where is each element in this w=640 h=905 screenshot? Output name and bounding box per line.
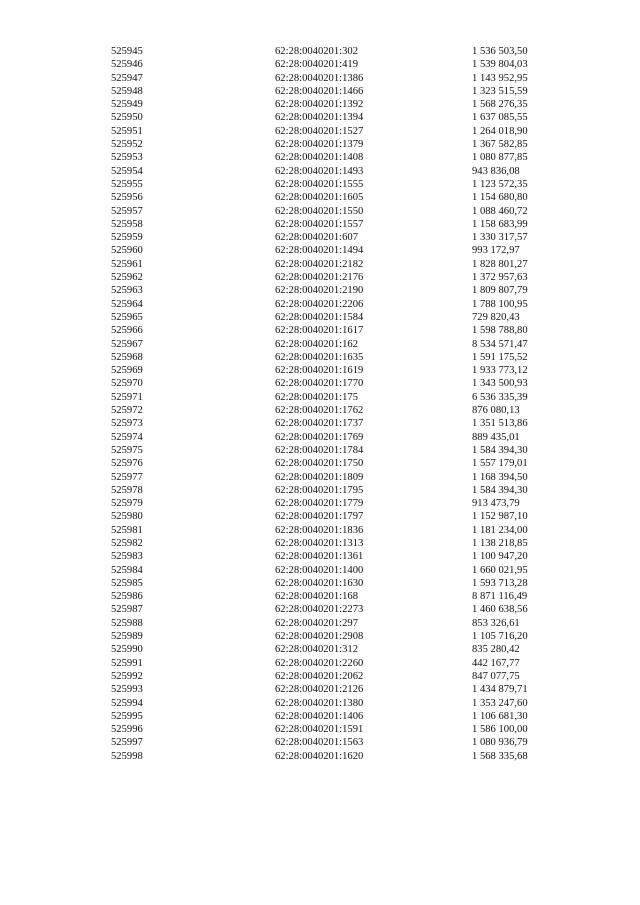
cadastral-value: 1 460 638,56 (472, 604, 528, 616)
table-row (0, 138, 640, 151)
table-row (0, 497, 640, 510)
cadastral-number: 62:28:0040201:2273 (275, 604, 364, 616)
record-number: 525974 (111, 431, 143, 443)
table-row (0, 284, 640, 297)
record-number: 525958 (111, 218, 143, 230)
record-number: 525982 (111, 537, 143, 549)
record-list (0, 45, 640, 763)
record-number: 525966 (111, 325, 143, 337)
record-number: 525962 (111, 272, 143, 284)
cadastral-value: 1 106 681,30 (472, 710, 528, 722)
cadastral-number: 62:28:0040201:1797 (275, 511, 364, 523)
table-row (0, 417, 640, 430)
record-number: 525967 (111, 338, 143, 350)
table-row (0, 324, 640, 337)
record-number: 525995 (111, 710, 143, 722)
record-number: 525969 (111, 365, 143, 377)
record-number: 525992 (111, 670, 143, 682)
cadastral-value: 1 637 085,55 (472, 112, 528, 124)
cadastral-value: 943 836,08 (472, 165, 520, 177)
cadastral-number: 62:28:0040201:1809 (275, 471, 364, 483)
cadastral-number: 62:28:0040201:1466 (275, 85, 364, 97)
table-row (0, 603, 640, 616)
cadastral-number: 62:28:0040201:1769 (275, 431, 364, 443)
cadastral-value: 6 536 335,39 (472, 391, 528, 403)
record-number: 525983 (111, 551, 143, 563)
record-number: 525948 (111, 85, 143, 97)
cadastral-value: 8 534 571,47 (472, 338, 528, 350)
table-row (0, 617, 640, 630)
cadastral-number: 62:28:0040201:419 (275, 59, 358, 71)
record-number: 525997 (111, 737, 143, 749)
table-row (0, 510, 640, 523)
cadastral-number: 62:28:0040201:1493 (275, 165, 364, 177)
cadastral-value: 8 871 116,49 (472, 591, 528, 603)
cadastral-value: 1 351 513,86 (472, 418, 528, 430)
record-number: 525951 (111, 125, 143, 137)
record-number: 525953 (111, 152, 143, 164)
record-number: 525954 (111, 165, 143, 177)
record-number: 525979 (111, 498, 143, 510)
table-row (0, 524, 640, 537)
cadastral-number: 62:28:0040201:1527 (275, 125, 364, 137)
table-row (0, 643, 640, 656)
cadastral-value: 1 353 247,60 (472, 697, 528, 709)
cadastral-number: 62:28:0040201:1630 (275, 577, 364, 589)
table-row (0, 258, 640, 271)
cadastral-number: 62:28:0040201:1361 (275, 551, 364, 563)
cadastral-value: 1 181 234,00 (472, 524, 528, 536)
cadastral-value: 1 080 936,79 (472, 737, 528, 749)
cadastral-value: 1 593 713,28 (472, 577, 528, 589)
record-number: 525956 (111, 192, 143, 204)
record-number: 525957 (111, 205, 143, 217)
cadastral-number: 62:28:0040201:1379 (275, 139, 364, 151)
cadastral-number: 62:28:0040201:1617 (275, 325, 364, 337)
cadastral-value: 1 088 460,72 (472, 205, 528, 217)
cadastral-value: 1 330 317,57 (472, 232, 528, 244)
cadastral-number: 62:28:0040201:1563 (275, 737, 364, 749)
cadastral-number: 62:28:0040201:2126 (275, 684, 364, 696)
cadastral-number: 62:28:0040201:1557 (275, 218, 364, 230)
cadastral-value: 1 158 683,99 (472, 218, 528, 230)
record-number: 525978 (111, 484, 143, 496)
table-row (0, 178, 640, 191)
cadastral-number: 62:28:0040201:1550 (275, 205, 364, 217)
cadastral-number: 62:28:0040201:1408 (275, 152, 364, 164)
cadastral-number: 62:28:0040201:2908 (275, 631, 364, 643)
record-number: 525977 (111, 471, 143, 483)
record-number: 525981 (111, 524, 143, 536)
table-row (0, 244, 640, 257)
record-number: 525984 (111, 564, 143, 576)
record-number: 525980 (111, 511, 143, 523)
record-number: 525985 (111, 577, 143, 589)
cadastral-number: 62:28:0040201:1591 (275, 724, 364, 736)
table-row (0, 683, 640, 696)
table-row (0, 431, 640, 444)
record-number: 525960 (111, 245, 143, 257)
cadastral-number: 62:28:0040201:302 (275, 46, 358, 57)
table-row (0, 670, 640, 683)
cadastral-value: 1 591 175,52 (472, 351, 528, 363)
table-row (0, 550, 640, 563)
table-row (0, 45, 640, 58)
record-number: 525988 (111, 617, 143, 629)
cadastral-number: 62:28:0040201:312 (275, 644, 358, 656)
cadastral-number: 62:28:0040201:1494 (275, 245, 364, 257)
cadastral-number: 62:28:0040201:1392 (275, 99, 364, 111)
table-row (0, 577, 640, 590)
cadastral-number: 62:28:0040201:1635 (275, 351, 364, 363)
record-number: 525986 (111, 591, 143, 603)
cadastral-value: 1 568 276,35 (472, 99, 528, 111)
record-number: 525947 (111, 72, 143, 84)
cadastral-number: 62:28:0040201:1584 (275, 311, 364, 323)
record-number: 525952 (111, 139, 143, 151)
table-row (0, 351, 640, 364)
cadastral-value: 1 105 716,20 (472, 631, 528, 643)
cadastral-number: 62:28:0040201:2206 (275, 298, 364, 310)
record-number: 525994 (111, 697, 143, 709)
table-row (0, 377, 640, 390)
table-row (0, 85, 640, 98)
cadastral-number: 62:28:0040201:1779 (275, 498, 364, 510)
cadastral-number: 62:28:0040201:1400 (275, 564, 364, 576)
record-number: 525950 (111, 112, 143, 124)
table-row (0, 564, 640, 577)
cadastral-value: 1 933 773,12 (472, 365, 528, 377)
cadastral-value: 1 100 947,20 (472, 551, 528, 563)
cadastral-value: 1 323 515,59 (472, 85, 528, 97)
cadastral-value: 442 167,77 (472, 657, 520, 669)
table-row (0, 723, 640, 736)
cadastral-value: 1 154 680,80 (472, 192, 528, 204)
table-row (0, 311, 640, 324)
table-row (0, 750, 640, 763)
cadastral-number: 62:28:0040201:607 (275, 232, 358, 244)
cadastral-number: 62:28:0040201:297 (275, 617, 358, 629)
cadastral-number: 62:28:0040201:1313 (275, 537, 364, 549)
table-row (0, 391, 640, 404)
cadastral-number: 62:28:0040201:1394 (275, 112, 364, 124)
record-number: 525987 (111, 604, 143, 616)
cadastral-number: 62:28:0040201:1836 (275, 524, 364, 536)
table-row (0, 218, 640, 231)
cadastral-value: 1 536 503,50 (472, 46, 528, 57)
table-row (0, 590, 640, 603)
cadastral-value: 1 138 218,85 (472, 537, 528, 549)
table-row (0, 630, 640, 643)
record-number: 525998 (111, 750, 143, 762)
table-row (0, 710, 640, 723)
cadastral-value: 847 077,75 (472, 670, 520, 682)
cadastral-value: 1 123 572,35 (472, 178, 528, 190)
cadastral-value: 1 168 394,50 (472, 471, 528, 483)
record-number: 525959 (111, 232, 143, 244)
record-number: 525996 (111, 724, 143, 736)
cadastral-number: 62:28:0040201:1605 (275, 192, 364, 204)
cadastral-number: 62:28:0040201:1619 (275, 365, 364, 377)
cadastral-number: 62:28:0040201:175 (275, 391, 358, 403)
cadastral-number: 62:28:0040201:2062 (275, 670, 364, 682)
table-row (0, 58, 640, 71)
cadastral-value: 1 586 100,00 (472, 724, 528, 736)
cadastral-number: 62:28:0040201:1770 (275, 378, 364, 390)
table-row (0, 537, 640, 550)
table-row (0, 205, 640, 218)
table-row (0, 231, 640, 244)
cadastral-value: 1 809 807,79 (472, 285, 528, 297)
cadastral-value: 876 080,13 (472, 405, 520, 417)
cadastral-value: 1 143 952,95 (472, 72, 528, 84)
table-row (0, 657, 640, 670)
cadastral-value: 1 372 957,63 (472, 272, 528, 284)
cadastral-number: 62:28:0040201:1555 (275, 178, 364, 190)
table-row (0, 484, 640, 497)
cadastral-number: 62:28:0040201:1380 (275, 697, 364, 709)
cadastral-value: 1 539 804,03 (472, 59, 528, 71)
table-row (0, 697, 640, 710)
cadastral-number: 62:28:0040201:162 (275, 338, 358, 350)
record-number: 525955 (111, 178, 143, 190)
table-row (0, 298, 640, 311)
record-number: 525973 (111, 418, 143, 430)
cadastral-value: 1 557 179,01 (472, 458, 528, 470)
cadastral-number: 62:28:0040201:1750 (275, 458, 364, 470)
table-row (0, 364, 640, 377)
cadastral-value: 1 080 877,85 (472, 152, 528, 164)
record-number: 525961 (111, 258, 143, 270)
record-number: 525975 (111, 444, 143, 456)
cadastral-number: 62:28:0040201:1406 (275, 710, 364, 722)
cadastral-value: 1 434 879,71 (472, 684, 528, 696)
record-number: 525968 (111, 351, 143, 363)
cadastral-value: 729 820,43 (472, 311, 520, 323)
cadastral-value: 1 584 394,30 (472, 484, 528, 496)
record-number: 525970 (111, 378, 143, 390)
record-number: 525993 (111, 684, 143, 696)
table-row (0, 338, 640, 351)
cadastral-value: 1 343 500,93 (472, 378, 528, 390)
table-row (0, 98, 640, 111)
cadastral-value: 853 326,61 (472, 617, 520, 629)
record-number: 525971 (111, 391, 143, 403)
record-number: 525990 (111, 644, 143, 656)
table-row (0, 125, 640, 138)
record-number: 525946 (111, 59, 143, 71)
cadastral-value: 1 264 018,90 (472, 125, 528, 137)
cadastral-value: 889 435,01 (472, 431, 520, 443)
table-row (0, 191, 640, 204)
record-number: 525964 (111, 298, 143, 310)
cadastral-value: 1 598 788,80 (472, 325, 528, 337)
cadastral-value: 1 660 021,95 (472, 564, 528, 576)
table-row (0, 471, 640, 484)
table-row (0, 165, 640, 178)
cadastral-value: 913 473,79 (472, 498, 520, 510)
table-row (0, 444, 640, 457)
record-number: 525972 (111, 405, 143, 417)
cadastral-number: 62:28:0040201:2190 (275, 285, 364, 297)
cadastral-value: 1 367 582,85 (472, 139, 528, 151)
table-row (0, 457, 640, 470)
table-row (0, 151, 640, 164)
table-row (0, 736, 640, 749)
cadastral-value: 1 152 987,10 (472, 511, 528, 523)
cadastral-number: 62:28:0040201:1737 (275, 418, 364, 430)
record-number: 525991 (111, 657, 143, 669)
cadastral-value: 1 828 801,27 (472, 258, 528, 270)
table-row (0, 404, 640, 417)
record-number: 525976 (111, 458, 143, 470)
record-number: 525949 (111, 99, 143, 111)
cadastral-value: 1 568 335,68 (472, 750, 528, 762)
cadastral-value: 1 788 100,95 (472, 298, 528, 310)
cadastral-number: 62:28:0040201:2260 (275, 657, 364, 669)
cadastral-number: 62:28:0040201:1795 (275, 484, 364, 496)
table-row (0, 72, 640, 85)
cadastral-number: 62:28:0040201:168 (275, 591, 358, 603)
cadastral-number: 62:28:0040201:1620 (275, 750, 364, 762)
cadastral-value: 1 584 394,30 (472, 444, 528, 456)
record-number: 525945 (111, 46, 143, 57)
cadastral-number: 62:28:0040201:1762 (275, 405, 364, 417)
table-row (0, 271, 640, 284)
cadastral-value: 993 172,97 (472, 245, 520, 257)
cadastral-number: 62:28:0040201:2182 (275, 258, 364, 270)
cadastral-number: 62:28:0040201:2176 (275, 272, 364, 284)
cadastral-value: 835 280,42 (472, 644, 520, 656)
cadastral-number: 62:28:0040201:1784 (275, 444, 364, 456)
record-number: 525963 (111, 285, 143, 297)
table-row (0, 111, 640, 124)
record-number: 525965 (111, 311, 143, 323)
cadastral-number: 62:28:0040201:1386 (275, 72, 364, 84)
record-number: 525989 (111, 631, 143, 643)
